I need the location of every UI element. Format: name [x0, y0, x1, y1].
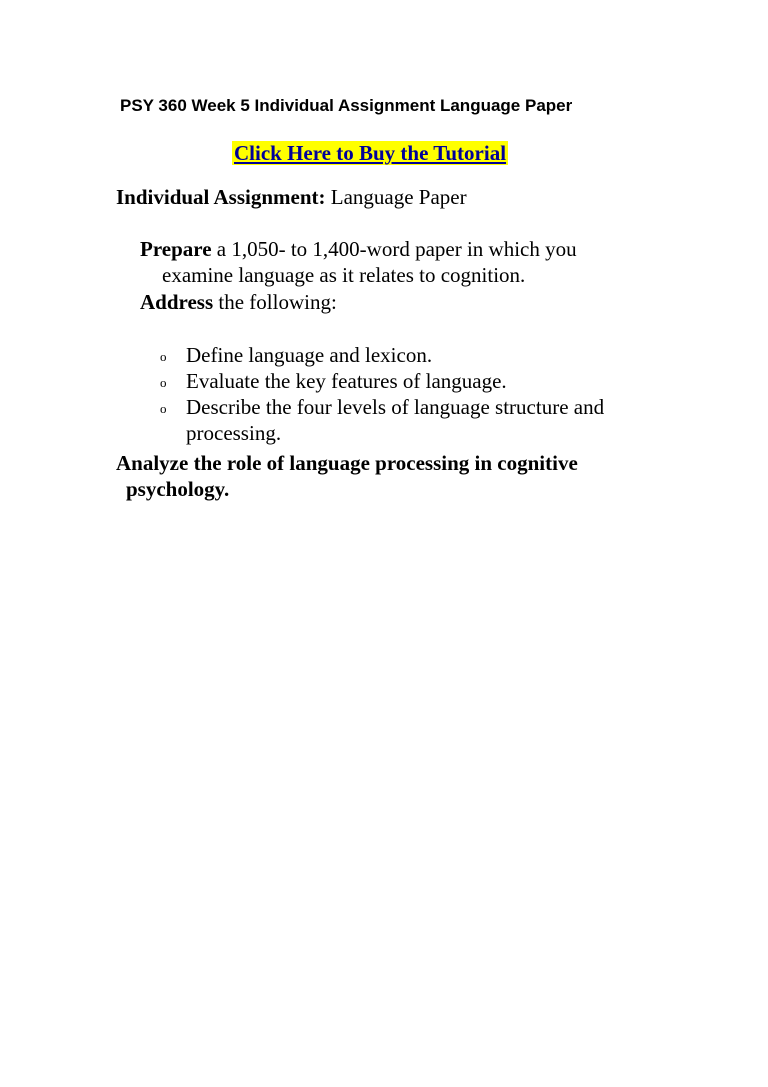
document-title: PSY 360 Week 5 Individual Assignment Language Paper — [120, 96, 573, 115]
circle-bullet-icon: o — [160, 401, 167, 416]
prepare-text: a 1,050- to 1,400-word paper in which you — [211, 237, 577, 261]
list-item-text: Define language and lexicon. — [186, 343, 433, 367]
analyze-line-2: psychology. — [126, 477, 230, 501]
address-text: the following: — [213, 290, 337, 314]
circle-bullet-icon: o — [160, 349, 167, 364]
address-keyword: Address — [140, 290, 214, 314]
assignment-heading — [116, 184, 467, 210]
buy-tutorial-link[interactable]: Click Here to Buy the Tutorial — [234, 141, 507, 165]
prepare-line-1 — [140, 237, 577, 261]
circle-bullet-icon: o — [160, 375, 167, 390]
assignment-heading-label: Individual Assignment: — [116, 185, 326, 209]
analyze-paragraph — [116, 450, 676, 502]
requirements-list — [160, 342, 680, 446]
prepare-keyword: Prepare — [140, 237, 212, 261]
analyze-line-1: Analyze the role of language processing in cognitive — [116, 451, 578, 475]
assignment-heading-name: Language Paper — [325, 185, 467, 209]
prepare-paragraph — [140, 236, 660, 288]
list-item-text-continued: processing. — [186, 421, 282, 445]
list-item — [160, 368, 680, 394]
list-item — [160, 342, 680, 368]
address-paragraph — [140, 289, 660, 315]
list-item — [160, 394, 680, 446]
list-item-text: Evaluate the key features of language. — [186, 369, 507, 393]
prepare-line-2: examine language as it relates to cognition. — [162, 263, 526, 287]
list-item-text: Describe the four levels of language structure and — [186, 395, 605, 419]
